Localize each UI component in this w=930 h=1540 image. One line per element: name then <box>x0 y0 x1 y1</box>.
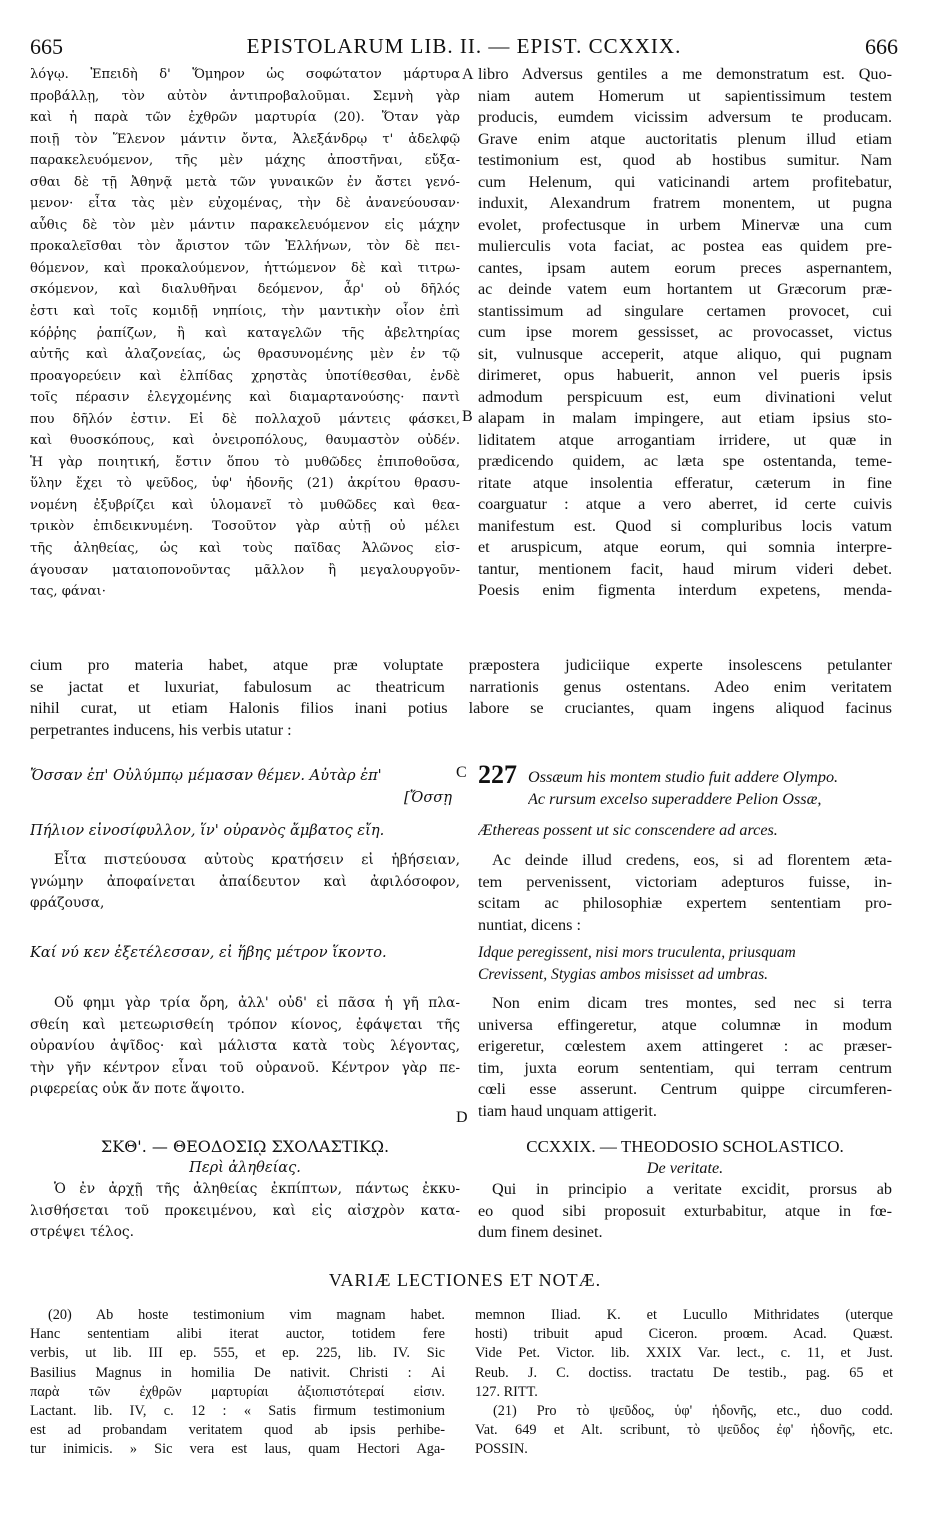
latin-line: erigeretur, cœlestem axem attingeret : ac præser- <box>478 1037 892 1055</box>
greek-line: λισθήσεται τοῦ προκειμένου, καὶ εἰς αἰσχρὸν κατα- <box>30 1202 460 1219</box>
greek-line: σκόμενον, καὶ διαλυθῆναι δεόμενον, ἆρ' οὐ δῆλός <box>30 282 460 298</box>
latin-line: libro Adversus gentiles a me demonstratum est. Quo- <box>478 65 892 83</box>
greek-verse-line: [Ὄσσῃ <box>403 788 452 806</box>
note-line: 127. RITT. <box>475 1383 538 1400</box>
latin-line: cum ipse morem gessisset, ac provocasset, victus <box>478 323 892 341</box>
latin-line: Qui in principio a veritate excidit, prorsus ab <box>492 1180 892 1198</box>
latin-verse-line: Idque peregissent, nisi mors truculenta, priusquam <box>478 944 796 961</box>
greek-line: ριφερείας οὐκ ἄν ποτε ἅψοιτο. <box>30 1081 245 1098</box>
greek-line: παρακελευόμενον, τῆς μὲν μάχης ἀποστῆναι, εὔξα- <box>30 153 460 169</box>
note-line: παρὰ τῶν ἐχθρῶν μαρτυρίαι ἀξιοπιστότεραί εἰσιν. <box>30 1383 445 1400</box>
note-line: Vat. 649 et Alt. scribunt, τὸ ψεῦδος ἐφ' ἡδονῆς, etc. <box>475 1422 893 1439</box>
page-number-right: 666 <box>865 34 898 59</box>
note-line: (20) Ab hoste testimonium vim magnam habet. <box>48 1307 445 1323</box>
latin-line: induxit, Alexandrum fratrem monentem, ut pugna <box>478 194 892 212</box>
greek-line: λόγῳ. Ἐπειδὴ δ' Ὅμηρον ὡς σοφώτατον μάρτυρα <box>30 67 460 82</box>
note-line: verbis, ut lib. III ep. 555, et ep. 225, lib. IV. Sic <box>30 1345 445 1362</box>
greek-verse-line: Ὄσσαν ἐπ' Οὐλύμπῳ μέμασαν θέμεν. Αὐτὰρ ἐπ' <box>30 767 382 784</box>
latin-line: tantur, mentionem facit, haud mirum videri debet. <box>478 559 892 578</box>
greek-line: Ἡ γὰρ ποιητική, ἔστιν ὅπου τὸ μυθῶδες ἐπιποθοῦσα, <box>30 454 460 470</box>
latin-line: stantissimum ad singulare certamen provocet, cui <box>478 301 892 320</box>
latin-verse-1 <box>528 767 892 810</box>
greek-line: άγουσαν ματαιοπονοῦντας μᾶλλον ἢ μεγαλουργοῦν- <box>30 562 460 578</box>
latin-verse-1-cont <box>478 820 892 842</box>
latin-line: nihil curat, ut etiam Halonis filios inani potius labore se cruciantes, quam ingens aliquod facinus <box>30 699 892 717</box>
latin-column-middle <box>478 850 892 936</box>
greek-line: θόμενον, καὶ προκαλούμενον, ἡττώμενον δὲ καὶ τιτρω- <box>30 260 460 276</box>
latin-line: perpetrantes inducens, his verbis utatur : <box>30 720 292 739</box>
latin-verse-line: Ossæum his montem studio fuit addere Olympo. <box>528 768 839 786</box>
latin-line: tem pervenissent, victoriam adepturos fuisse, in- <box>478 872 892 891</box>
greek-line: προκαλεῖσθαι τὸν ἄριστον τῶν Ἑλλήνων, τὸν δὲ πει- <box>30 239 460 255</box>
greek-line: σθείη καὶ μετεωρισθείη τρόπον κίονος, ἐφάψεται τῆς <box>30 1016 460 1033</box>
notes-title: VARIÆ LECTIONES ET NOTÆ. <box>328 1270 602 1290</box>
greek-line: κόῤῥης ῥαπίζων, ἢ καὶ καταγελῶν τῆς ἀβελτηρίας <box>30 325 460 341</box>
latin-line: ritate atque insolentia efferatur, cæterum in fine <box>478 473 892 492</box>
greek-line: που δῆλόν ἐστιν. Εἰ δὲ πολλαχοῦ μάντεις φάσκει, <box>30 411 460 427</box>
greek-line: Εἶτα πιστεύουσα αὐτοὺς κρατήσειν εἰ ἡβήσειαν, <box>54 852 460 868</box>
latin-line: tiam haud unquam attigerit. <box>478 1101 657 1120</box>
latin-line: manifestum est. Quod si compluribus locis vatum <box>478 516 892 535</box>
latin-line: admodum perspicuum est, eum divinationi velut <box>478 387 892 406</box>
greek-line: ποιῇ τὸν Ἕλενον μάντιν ὄντα, Ἀλεξάνδρῳ τ' ἀδελφῷ <box>30 131 460 147</box>
margin-marker-d: D <box>456 1109 468 1126</box>
greek-verse-2 <box>30 942 460 964</box>
latin-line: alapam in malam impingere, aut etiam ipsius sto- <box>478 409 892 427</box>
latin-line: testimonium est, quod ab hostibus sumitur. Nam <box>478 151 892 169</box>
latin-verse-line: Ac rursum excelso superaddere Pelion Ossæ, <box>528 789 822 808</box>
latin-line: dum finem desinet. <box>478 1223 603 1241</box>
greek-verse-1-cont <box>30 820 460 842</box>
greek-line: αὐτῆς καὶ ἀλαζονείας, ὡς θρασυνομένης μὲν ἐν τῷ <box>30 347 460 363</box>
greek-line: νομένη ἐξυβρίζει καὶ ὑλομανεῖ τὸ μυθῶδες καὶ θεα- <box>30 497 460 513</box>
latin-line: prædicendo quidem, ac læta spe ostentanda, teme- <box>478 452 892 470</box>
latin-line: evolet, profectusque in urbem Minervæ una cum <box>478 215 892 234</box>
margin-marker-a: A <box>462 66 474 83</box>
greek-line: τας, φάναι· <box>30 584 106 600</box>
latin-line: ac deinde vatem eum hortantem ut Græcorum præ- <box>478 280 892 298</box>
greek-line: στρέψει τέλος. <box>30 1224 135 1241</box>
latin-line: cium pro materia habet, atque præ voluptate præpostera judiciique experte insolescens petulanter <box>30 656 892 674</box>
latin-line: liditatem atque arrogantiam irridere, ut quæ in <box>478 430 892 449</box>
greek-line: μενον· εἶτα τὰς μὲν εὐχομένας, τὴν δὲ ἀνανεύουσαν· <box>30 196 460 212</box>
greek-line: τῆς ἀληθείας, ὡς καὶ τοὺς παῖδας Ἀλῶνος εἰσ- <box>30 541 460 557</box>
latin-letter-subheading: De veritate. <box>646 1158 724 1177</box>
greek-line: προβάλλῃ, τὸν αὐτὸν ἀντιπροβαλοῦμαι. Σεμνὴ γὰρ <box>30 88 460 104</box>
latin-column-upper <box>478 64 892 602</box>
greek-line: τρικὸν ἐπιδεικνυμένη. Τοσοῦτον γὰρ αὐτῇ οὐ μέλει <box>30 519 460 535</box>
latin-letter-heading: CCXXIX. — THEODOSIO SCHOLASTICO. <box>526 1137 844 1156</box>
latin-line: Poesis enim figmenta interdum expetens, menda- <box>478 581 892 599</box>
latin-full-width-paragraph <box>30 655 892 741</box>
latin-letter-section <box>478 1136 892 1244</box>
greek-letter-section <box>30 1136 460 1244</box>
greek-column-upper <box>30 64 460 603</box>
note-line: Vide Pet. Victor. lib. XXIX Var. lect., c. 11, et Just. <box>475 1345 893 1362</box>
greek-line: τοῖς πέρασιν ἐλεγχομένης καὶ διαμαρτανούσης· παντὶ <box>30 390 460 406</box>
note-line: memnon Iliad. K. et Lucullo Mithridates (uterque <box>475 1307 893 1323</box>
latin-line: scitam ac philosophiæ expertem sententiam pro- <box>478 894 892 912</box>
greek-line: Ὁ ἐν ἀρχῇ τῆς ἀληθείας ἐκπίπτων, πάντως ἐκκυ- <box>54 1181 460 1198</box>
latin-verse-line: Æthereas possent ut sic conscendere ad arces. <box>478 821 778 839</box>
latin-line: producis, eumdem vicissim adversum te producam. <box>478 108 892 126</box>
latin-column-lower <box>478 993 892 1122</box>
latin-line: cantes, ipsam autem eorum preces aspernantem, <box>478 258 892 277</box>
greek-column-middle <box>30 850 460 915</box>
margin-marker-c: C <box>456 764 467 781</box>
note-line: Lactant. lib. IV, c. 12 : « Satis firmum testimonium <box>30 1403 445 1420</box>
page-number-left: 665 <box>30 34 63 59</box>
greek-line: ἐστι καὶ τοῖς κομιδῇ νηπίοις, τὴν μαντικὴν οἷον ἐπὶ <box>30 304 460 320</box>
latin-verse-line: Crevissent, Stygias ambos misisset ad umbras. <box>478 965 769 983</box>
running-title: EPISTOLARUM LIB. II. — EPIST. CCXXIX. <box>246 34 682 58</box>
greek-line: σθαι δὲ τῇ Ἀθηνᾷ μετὰ τῶν γυναικῶν ἐν ἄστει γενό- <box>30 174 460 190</box>
greek-column-lower <box>30 993 460 1101</box>
latin-line: Grave enim atque auctoritatis plenum illud etiam <box>478 129 892 148</box>
latin-line: eo quod sibi proposuit exturbabitur, atque in fœ- <box>478 1201 892 1220</box>
latin-line: cum Helenum, qui vaticinandi artem profitebatur, <box>478 172 892 191</box>
latin-line: coarguatur : atque a vero aberret, id certe cuivis <box>478 495 892 513</box>
note-line: Reub. J. C. doctiss. tractatu De testib., pag. 65 et <box>475 1364 893 1381</box>
greek-line: ὕλην ἔχει τὸ ψεῦδος, ὑφ' ἡδονῆς (21) ἀκρίτου θρασυ- <box>30 476 460 492</box>
note-line: est ad probandam veritatem quod ab ipsis perhibe- <box>30 1422 445 1439</box>
latin-line: sit, vulnusque acceperit, atque aliquo, qui pugnam <box>478 344 892 363</box>
greek-line: τὴν γῆν κέντρον εἶναι τοῦ οὐρανοῦ. Κέντρον γὰρ πε- <box>30 1059 460 1076</box>
latin-line: cœli esse asserunt. Centrum quippe circumferen- <box>478 1080 892 1098</box>
latin-line: Non enim dicam tres montes, sed nec si terra <box>492 994 892 1012</box>
latin-line: mulierculis vota faciat, ac postea eas quidem pre- <box>478 237 892 255</box>
greek-line: φράζουσα, <box>30 895 105 912</box>
greek-line: καὶ ἡ παρὰ τῶν ἐχθρῶν μαρτυρία (20). Ὅταν γὰρ <box>30 110 460 126</box>
greek-line: οὐρανίου ἀψῖδος· καὶ μάλιστα κατὰ τοὺς λέγοντας, <box>30 1038 460 1055</box>
notes-left-column <box>30 1306 445 1460</box>
note-line: Basilius Magnus in homilia De nativit. Christi : Αἱ <box>30 1364 445 1381</box>
greek-letter-subheading: Περὶ ἀληθείας. <box>189 1159 301 1176</box>
latin-line: Ac deinde illud credens, eos, si ad florentem æta- <box>492 851 892 869</box>
note-line: Hanc sententiam alibi iterat auctor, totidem fere <box>30 1326 445 1343</box>
note-line: hosti) tribuit apud Ciceron. proœm. Acad. Quæst. <box>475 1326 893 1343</box>
greek-verse-line: Καί νύ κεν ἐξετέλεσσαν, εἰ ἥβης μέτρον ἵκοντο. <box>30 944 387 961</box>
latin-line: tim, juxta eorum sententiam, qui terram centrum <box>478 1058 892 1077</box>
latin-line: niam autem Homerum ut sapientissimum testem <box>478 86 892 105</box>
greek-line: Οὔ φημι γὰρ τρία ὄρη, ἀλλ' οὐδ' εἰ πᾶσα ἡ γῆ πλα- <box>54 995 460 1011</box>
latin-line: se jactat et luxuriat, fabulosum ac theatricum narrationis genus ostentans. Adeo enim veritatem <box>30 677 892 696</box>
greek-verse-line: Πήλιον εἰνοσίφυλλον, ἵν' οὐρανὸς ἄμβατος εἴη. <box>30 822 385 839</box>
running-header <box>30 34 898 60</box>
greek-letter-heading: ΣΚΘ'. — ΘΕΟΔΟΣΙῼ ΣΧΟΛΑΣΤΙΚῼ. <box>100 1137 390 1156</box>
column-number: 227 <box>478 760 517 789</box>
latin-verse-2 <box>478 942 892 985</box>
note-line: POSSIN. <box>475 1441 528 1458</box>
notes-right-column <box>475 1306 893 1460</box>
margin-marker-b: B <box>462 408 473 425</box>
greek-line: αὖθις δὲ τὸν μὲν μάντιν παρακελευόμενον εἰς μάχην <box>30 217 460 233</box>
greek-verse-1 <box>30 765 460 808</box>
greek-line: γνώμην ἀποφαίνεται ἀπαίδευτον καὶ ἀφιλόσοφον, <box>30 873 460 890</box>
greek-line: καὶ θυοσκόπους, καὶ ὀνειροπόλους, θαυμαστὸν οὐδέν. <box>30 433 460 449</box>
latin-line: dirimeret, opus habuerit, annon vel pueris ipsis <box>478 366 892 384</box>
latin-line: nuntiat, dicens : <box>478 915 581 934</box>
note-line: (21) Pro τὸ ψεῦδος, ὑφ' ἡδονῆς, etc., duo codd. <box>493 1403 893 1420</box>
latin-line: et aruspicum, atque eorum, qui somnia interpre- <box>478 538 892 556</box>
latin-line: universa effingeretur, atque columnæ in modum <box>478 1015 892 1034</box>
note-line: tur inimicis. » Sic vera est laus, quam Hectori Aga- <box>30 1441 445 1458</box>
greek-line: προαγορεύειν καὶ ἐλπίδας χρηστὰς ὑποτίθεσθαι, ἐνδὲ <box>30 368 460 384</box>
